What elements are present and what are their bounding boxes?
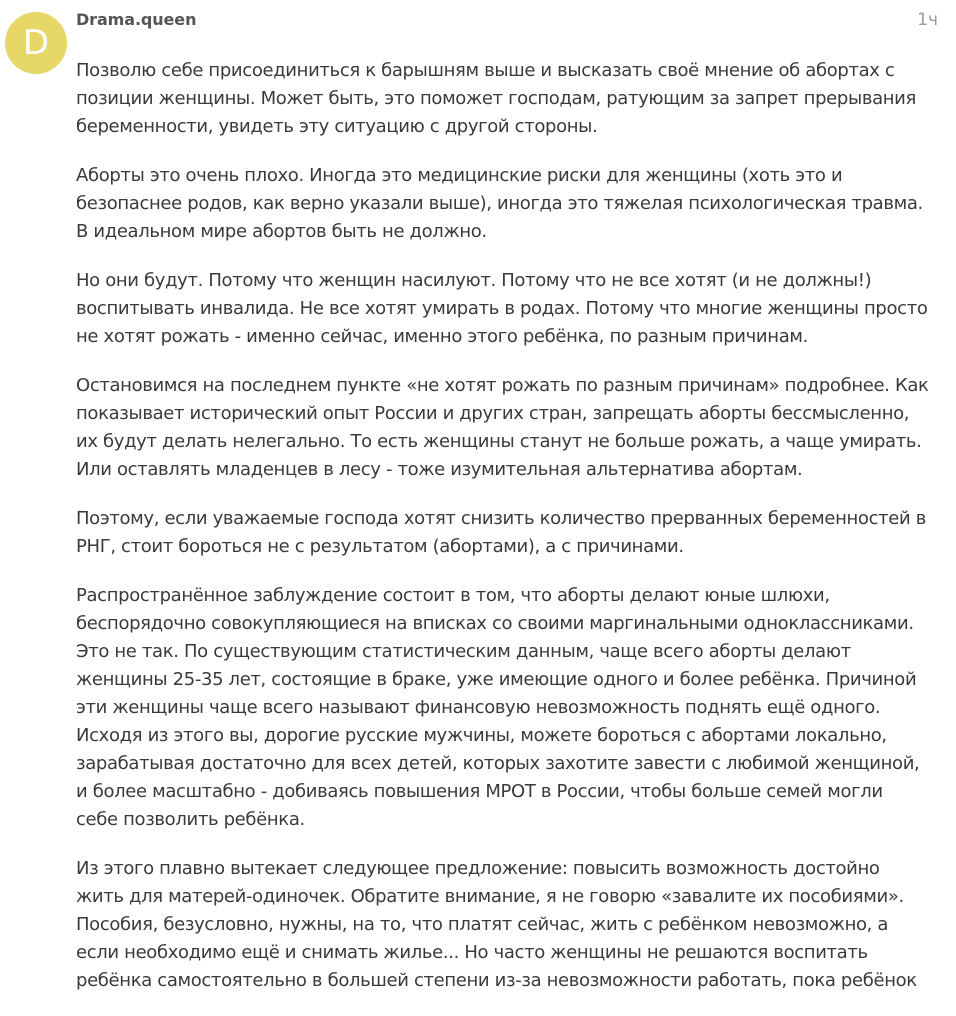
text-line: не хотят рожать - именно сейчас, именно этого ребёнка, по разным причинам. xyxy=(76,326,808,347)
comment-paragraph xyxy=(76,162,942,246)
text-line: позиции женщины. Может быть, это поможет господам, ратующим за запрет прерывания xyxy=(76,88,916,109)
text-line: женщины 25-35 лет, состоящие в браке, уже имеющие одного и более ребёнка. Причиной xyxy=(76,669,917,690)
text-line: Позволю себе присоединиться к барышням выше и высказать своё мнение об абортах с xyxy=(76,60,895,81)
username-link[interactable]: Drama.queen xyxy=(76,10,197,29)
text-line: зарабатывая достаточно для всех детей, которых захотите завести с любимой женщиной, xyxy=(76,753,920,774)
comment-paragraph xyxy=(76,372,942,484)
text-line: Или оставлять младенцев в лесу - тоже изумительная альтернатива абортам. xyxy=(76,459,803,480)
avatar-letter: D xyxy=(22,22,50,63)
text-line: Но они будут. Потому что женщин насилуют. Потому что не все хотят (и не должны!) xyxy=(76,270,872,291)
user-avatar[interactable] xyxy=(5,12,67,74)
text-line: и более масштабно - добиваясь повышения МРОТ в России, чтобы больше семей могли xyxy=(76,781,883,802)
text-line: Поэтому, если уважаемые господа хотят снизить количество прерванных беременностей в xyxy=(76,508,926,529)
text-line: безопаснее родов, как верно указали выше), иногда это тяжелая психологическая травма. xyxy=(76,193,923,214)
comment-paragraph xyxy=(76,267,942,351)
text-line: Исходя из этого вы, дорогие русские мужчины, можете бороться с абортами локально, xyxy=(76,725,887,746)
text-line: Остановимся на последнем пункте «не хотят рожать по разным причинам» подробнее. Как xyxy=(76,375,929,396)
text-line: воспитывать инвалида. Не все хотят умирать в родах. Потому что многие женщины просто xyxy=(76,298,928,319)
text-line: беременности, увидеть эту ситуацию с другой стороны. xyxy=(76,116,598,137)
comment-paragraph xyxy=(76,505,942,561)
text-line: эти женщины чаще всего называют финансовую невозможность поднять ещё одного. xyxy=(76,697,881,718)
text-line: Пособия, безусловно, нужны, на то, что платят сейчас, жить с ребёнком невозможно, а xyxy=(76,914,889,935)
text-line: Распространённое заблуждение состоит в том, что аборты делают юные шлюхи, xyxy=(76,585,830,606)
text-line: В идеальном мире абортов быть не должно. xyxy=(76,221,487,242)
text-line: если необходимо ещё и снимать жилье... Но часто женщины не решаются воспитать xyxy=(76,942,868,963)
comment-paragraph xyxy=(76,57,942,141)
text-line: себе позволить ребёнка. xyxy=(76,809,305,830)
text-line: Это не так. По существующим статистическим данным, чаще всего аборты делают xyxy=(76,641,851,662)
text-line: РНГ, стоит бороться не с результатом (абортами), а с причинами. xyxy=(76,536,684,557)
text-line: Аборты это очень плохо. Иногда это медицинские риски для женщины (хоть это и xyxy=(76,165,843,186)
comment-timestamp: 1ч xyxy=(917,10,938,30)
comment-body xyxy=(76,57,942,1016)
text-line: беспорядочно совокупляющиеся на вписках со своими маргинальными одноклассниками. xyxy=(76,613,914,634)
comment-paragraph xyxy=(76,855,942,995)
text-line: Из этого плавно вытекает следующее предложение: повысить возможность достойно xyxy=(76,858,880,879)
text-line: ребёнка самостоятельно в большей степени из-за невозможности работать, пока ребёнок xyxy=(76,970,917,991)
text-line: их будут делать нелегально. То есть женщины станут не больше рожать, а чаще умирать. xyxy=(76,431,922,452)
comment-paragraph xyxy=(76,582,942,834)
text-line: показывает исторический опыт России и других стран, запрещать аборты бессмысленно, xyxy=(76,403,910,424)
text-line: жить для матерей-одиночек. Обратите внимание, я не говорю «завалите их пособиями». xyxy=(76,886,904,907)
